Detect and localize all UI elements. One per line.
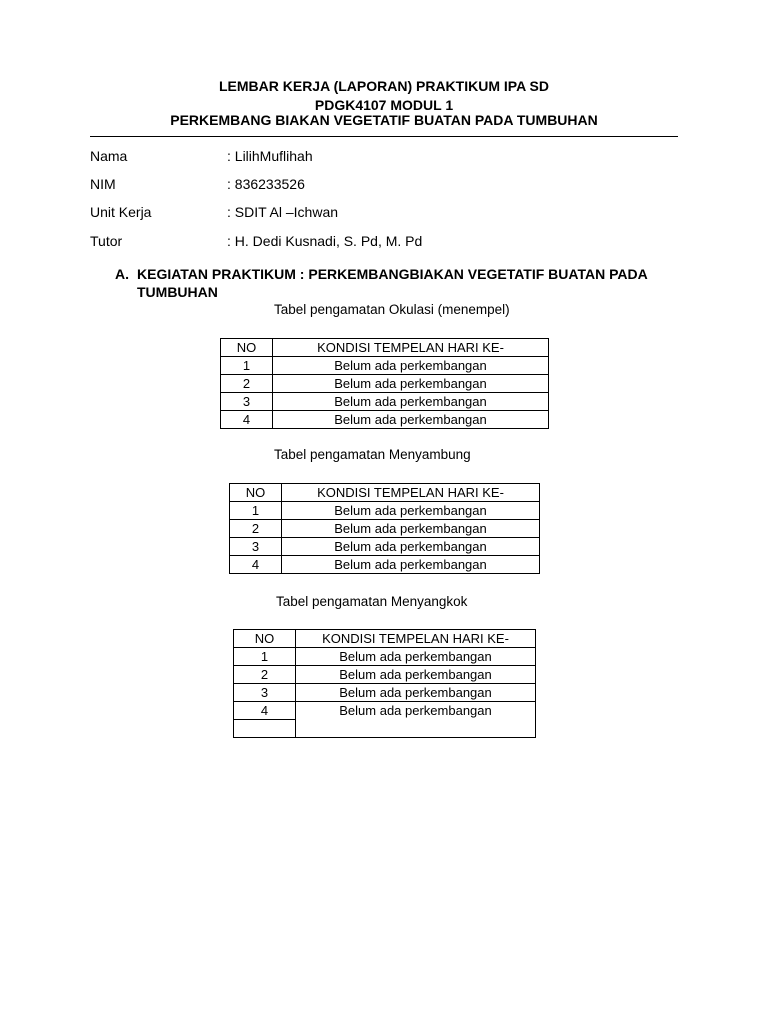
cell-kondisi-empty bbox=[296, 720, 536, 738]
cell-kondisi: Belum ada perkembangan bbox=[296, 666, 536, 684]
table-row bbox=[221, 411, 549, 429]
table-caption-menyangkok: Tabel pengamatan Menyangkok bbox=[276, 594, 468, 609]
column-header-kondisi: KONDISI TEMPELAN HARI KE- bbox=[273, 339, 549, 357]
table-row bbox=[230, 556, 540, 574]
table-menyangkok bbox=[233, 629, 536, 738]
cell-no: 3 bbox=[221, 393, 273, 411]
table-row bbox=[230, 502, 540, 520]
cell-kondisi: Belum ada perkembangan bbox=[273, 411, 549, 429]
info-value-unit-kerja: : SDIT Al –Ichwan bbox=[227, 204, 339, 220]
cell-kondisi: Belum ada perkembangan bbox=[273, 357, 549, 375]
table-row bbox=[221, 393, 549, 411]
cell-no: 3 bbox=[234, 684, 296, 702]
header-divider bbox=[90, 136, 678, 137]
column-header-no: NO bbox=[234, 630, 296, 648]
info-label-nim: NIM bbox=[90, 176, 116, 192]
column-header-kondisi: KONDISI TEMPELAN HARI KE- bbox=[296, 630, 536, 648]
header-module: PDGK4107 MODUL 1 bbox=[314, 97, 454, 113]
cell-kondisi: Belum ada perkembangan bbox=[282, 556, 540, 574]
cell-kondisi: Belum ada perkembangan bbox=[273, 393, 549, 411]
column-header-no: NO bbox=[230, 484, 282, 502]
table-row bbox=[234, 702, 536, 720]
table-row bbox=[221, 357, 549, 375]
cell-no: 2 bbox=[230, 520, 282, 538]
cell-no: 2 bbox=[234, 666, 296, 684]
table-caption-okulasi: Tabel pengamatan Okulasi (menempel) bbox=[274, 302, 510, 317]
cell-kondisi: Belum ada perkembangan bbox=[296, 648, 536, 666]
cell-no: 4 bbox=[221, 411, 273, 429]
info-value-nama: : LilihMuflihah bbox=[227, 148, 313, 164]
table-row bbox=[234, 648, 536, 666]
info-label-unit-kerja: Unit Kerja bbox=[90, 204, 152, 220]
section-title: KEGIATAN PRAKTIKUM : PERKEMBANGBIAKAN VEGETATIF BUATAN PADA TUMBUHAN bbox=[137, 266, 648, 300]
cell-kondisi: Belum ada perkembangan bbox=[296, 702, 536, 720]
header-title: LEMBAR KERJA (LAPORAN) PRAKTIKUM IPA SD bbox=[218, 78, 550, 94]
column-header-no: NO bbox=[221, 339, 273, 357]
table-row bbox=[234, 666, 536, 684]
cell-no: 1 bbox=[221, 357, 273, 375]
table-okulasi bbox=[220, 338, 549, 429]
cell-kondisi: Belum ada perkembangan bbox=[282, 538, 540, 556]
cell-no: 1 bbox=[230, 502, 282, 520]
table-caption-menyambung: Tabel pengamatan Menyambung bbox=[274, 447, 471, 462]
info-label-tutor: Tutor bbox=[90, 233, 123, 249]
table-header-row bbox=[221, 339, 549, 357]
table-row bbox=[234, 684, 536, 702]
info-value-nim: : 836233526 bbox=[227, 176, 305, 192]
table-header-row bbox=[230, 484, 540, 502]
info-value-tutor: : H. Dedi Kusnadi, S. Pd, M. Pd bbox=[227, 233, 423, 249]
cell-kondisi: Belum ada perkembangan bbox=[273, 375, 549, 393]
column-header-kondisi: KONDISI TEMPELAN HARI KE- bbox=[282, 484, 540, 502]
table-menyambung bbox=[229, 483, 540, 574]
cell-no-empty bbox=[234, 720, 296, 738]
cell-no: 4 bbox=[230, 556, 282, 574]
table-row bbox=[230, 520, 540, 538]
table-row bbox=[221, 375, 549, 393]
table-row bbox=[230, 538, 540, 556]
cell-no: 2 bbox=[221, 375, 273, 393]
cell-kondisi: Belum ada perkembangan bbox=[282, 502, 540, 520]
cell-kondisi: Belum ada perkembangan bbox=[282, 520, 540, 538]
section-letter: A. bbox=[115, 266, 129, 282]
cell-no: 4 bbox=[234, 702, 296, 720]
cell-kondisi: Belum ada perkembangan bbox=[296, 684, 536, 702]
info-label-nama: Nama bbox=[90, 148, 128, 164]
cell-no: 3 bbox=[230, 538, 282, 556]
table-header-row bbox=[234, 630, 536, 648]
cell-no: 1 bbox=[234, 648, 296, 666]
header-subtitle: PERKEMBANG BIAKAN VEGETATIF BUATAN PADA TUMBUHAN bbox=[170, 112, 598, 128]
table-row-empty bbox=[234, 720, 536, 738]
